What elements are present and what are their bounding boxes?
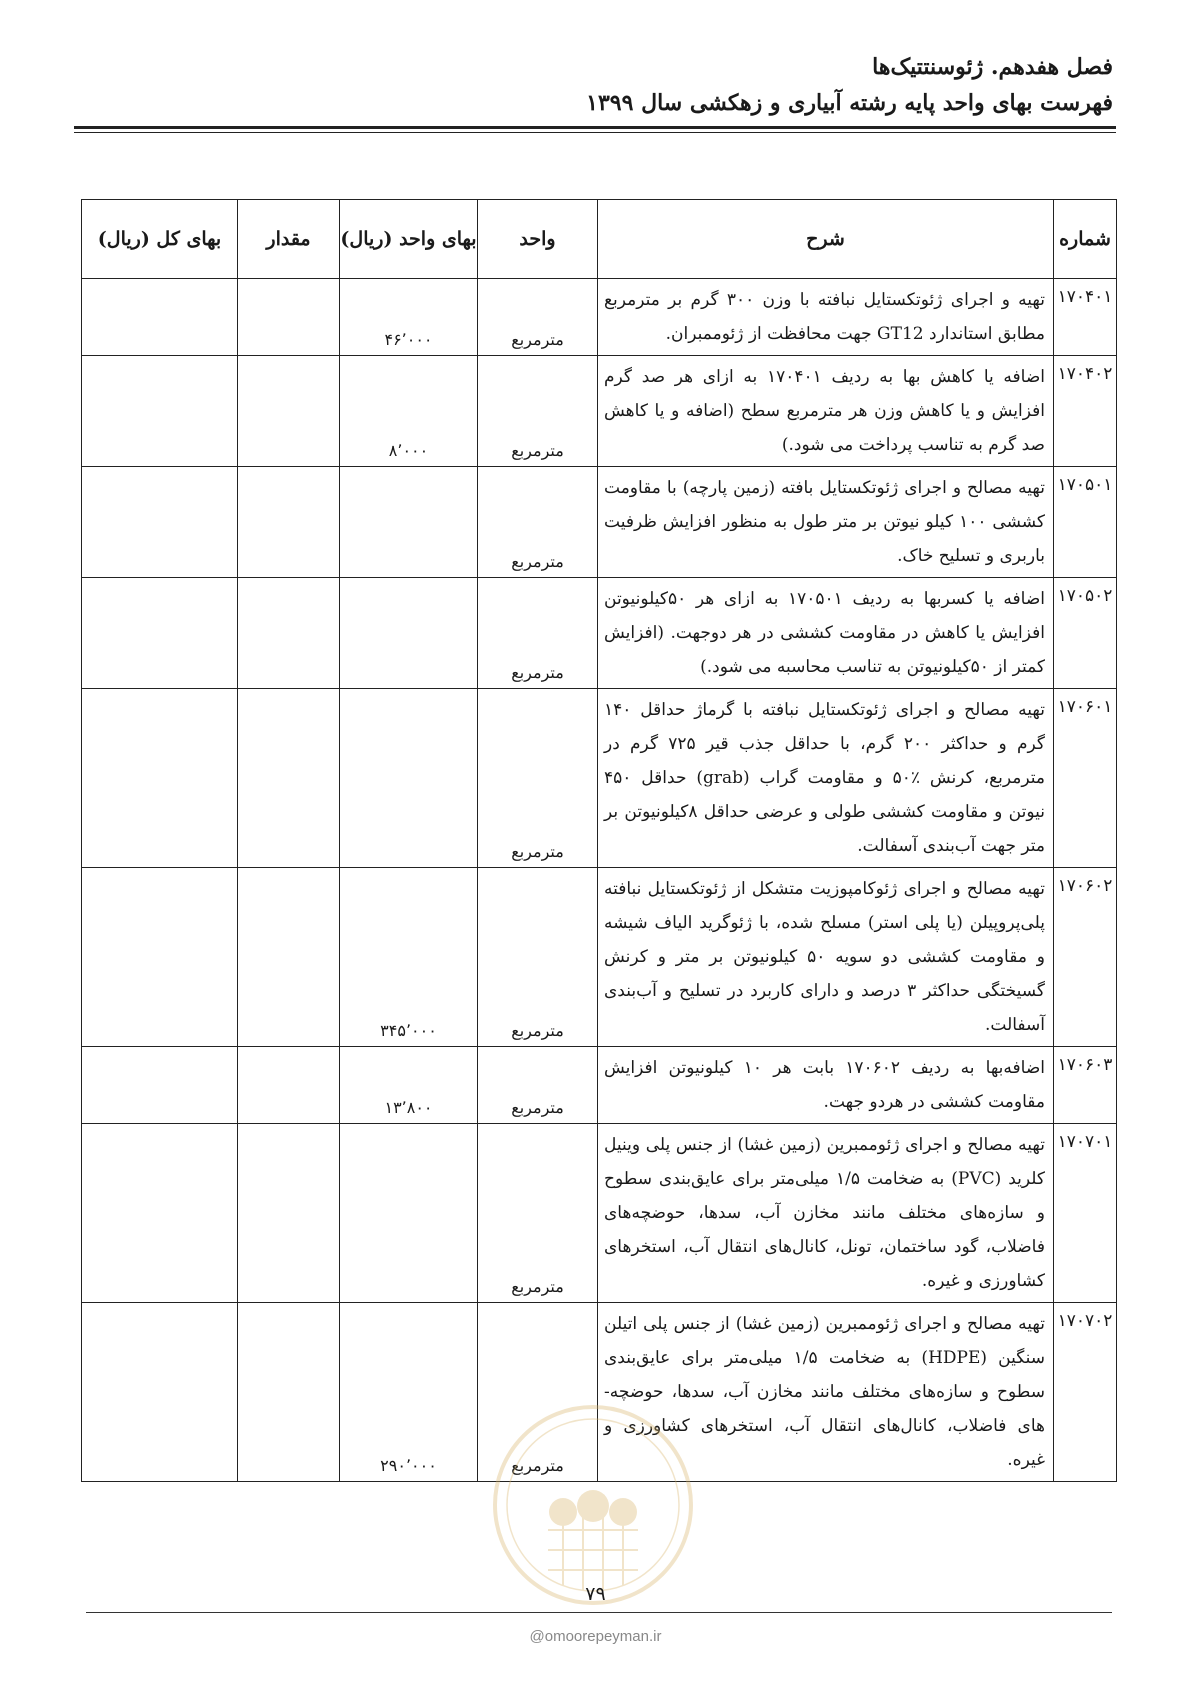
item-quantity — [238, 1124, 340, 1303]
header-rule-thin — [74, 132, 1116, 133]
item-quantity — [238, 279, 340, 356]
item-quantity — [238, 689, 340, 868]
item-unit-price: ۱۳٬۸۰۰ — [340, 1047, 478, 1124]
omoorepeyman-watermark-logo — [488, 1400, 698, 1610]
item-total — [82, 1124, 238, 1303]
item-unit-price — [340, 1124, 478, 1303]
item-unit: مترمربع — [478, 1303, 598, 1482]
item-total — [82, 1303, 238, 1482]
table-row — [82, 279, 1117, 356]
item-description: تهیه مصالح و اجرای ژئوممبرین (زمین غشا) از جنس پلی اتیلن سنگین (HDPE) به ضخامت ۱/۵ میلی‌متر برای عایق‌بندی سطوح و سازه‌های مختلف مانند مخازن آب، سدها، حوضچه-های فاضلاب، کانال‌های انتقال آب، استخرهای کشاورزی و غیره. — [598, 1303, 1054, 1482]
item-quantity — [238, 1303, 340, 1482]
column-header-total-price: بهای کل (ریال) — [82, 200, 238, 279]
item-quantity — [238, 1047, 340, 1124]
item-description: اضافه یا کاهش بها به ردیف ۱۷۰۴۰۱ به ازای هر صد گرم افزایش و یا کاهش وزن هر مترمربع سطح (اضافه و یا کاهش صد گرم به تناسب پرداخت می شود.) — [598, 356, 1054, 467]
item-number: ۱۷۰۶۰۳ — [1054, 1047, 1117, 1124]
item-unit-price: ۳۴۵٬۰۰۰ — [340, 868, 478, 1047]
website-watermark: @omoorepeyman.ir — [529, 1628, 662, 1645]
item-description: تهیه مصالح و اجرای ژئوکامپوزیت متشکل از ژئوتکستایل نبافته پلی‌پروپیلن (یا پلی استر) مسلح شده، با ژئوگرید الیاف شیشه و مقاومت کششی دو سویه ۵۰ کیلونیوتن بر متر و کرنش گسیختگی حداکثر ۳ درصد و دارای کاربرد در تسلیح و آب‌بندی آسفالت. — [598, 868, 1054, 1047]
item-unit: مترمربع — [478, 1047, 598, 1124]
item-unit-price: ۴۶٬۰۰۰ — [340, 279, 478, 356]
item-number: ۱۷۰۶۰۲ — [1054, 868, 1117, 1047]
item-description: تهیه و اجرای ژئوتکستایل نبافته با وزن ۳۰۰ گرم بر مترمربع مطابق استاندارد GT12 جهت محافظت از ژئوممبران. — [598, 279, 1054, 356]
item-unit-price — [340, 578, 478, 689]
footer-rule — [86, 1612, 1112, 1613]
page-number: ۷۹ — [585, 1583, 606, 1605]
table-row — [82, 1124, 1117, 1303]
item-unit-price — [340, 689, 478, 868]
item-total — [82, 279, 238, 356]
table-row — [82, 578, 1117, 689]
column-header-number: شماره — [1054, 200, 1117, 279]
item-description: تهیه مصالح و اجرای ژئوممبرین (زمین غشا) از جنس پلی وینیل کلرید (PVC) به ضخامت ۱/۵ میلی‌متر برای عایق‌بندی سطوح و سازه‌های مختلف مانند مخازن آب، سدها، حوضچه‌های فاضلاب، گود ساختمان، تونل، کانال‌های انتقال آب، استخرهای کشاورزی و غیره. — [598, 1124, 1054, 1303]
item-unit: مترمربع — [478, 689, 598, 868]
item-unit: مترمربع — [478, 356, 598, 467]
item-unit: مترمربع — [478, 1124, 598, 1303]
item-quantity — [238, 356, 340, 467]
item-unit: مترمربع — [478, 467, 598, 578]
column-header-quantity: مقدار — [238, 200, 340, 279]
item-number: ۱۷۰۵۰۲ — [1054, 578, 1117, 689]
price-list-table — [81, 199, 1117, 1482]
table-row — [82, 356, 1117, 467]
header-rule-thick — [74, 126, 1116, 129]
item-number: ۱۷۰۴۰۲ — [1054, 356, 1117, 467]
item-unit: مترمربع — [478, 578, 598, 689]
item-total — [82, 868, 238, 1047]
table-row — [82, 868, 1117, 1047]
item-number: ۱۷۰۴۰۱ — [1054, 279, 1117, 356]
chapter-title: فصل هفدهم. ژئوسنتتیک‌ها — [872, 54, 1113, 80]
item-unit: مترمربع — [478, 279, 598, 356]
item-description: اضافه‌بها به ردیف ۱۷۰۶۰۲ بابت هر ۱۰ کیلونیوتن افزایش مقاومت کششی در هردو جهت. — [598, 1047, 1054, 1124]
item-quantity — [238, 467, 340, 578]
column-header-description: شرح — [598, 200, 1054, 279]
item-description: تهیه مصالح و اجرای ژئوتکستایل نبافته با گرماژ حداقل ۱۴۰ گرم و حداکثر ۲۰۰ گرم، با حداقل جذب قیر ۷۲۵ گرم در مترمربع، کرنش ٪۵۰ و مقاومت گراب (grab) حداقل ۴۵۰ نیوتن و مقاومت کششی طولی و عرضی حداقل ۸کیلونیوتن بر متر جهت آب‌بندی آسفالت. — [598, 689, 1054, 868]
item-unit-price — [340, 467, 478, 578]
table-header-row — [82, 200, 1117, 279]
item-number: ۱۷۰۵۰۱ — [1054, 467, 1117, 578]
document-title: فهرست بهای واحد پایه رشته آبیاری و زهکشی سال ۱۳۹۹ — [586, 90, 1113, 116]
column-header-unit-price: بهای واحد (ریال) — [340, 200, 478, 279]
item-total — [82, 356, 238, 467]
item-total — [82, 689, 238, 868]
item-number: ۱۷۰۷۰۱ — [1054, 1124, 1117, 1303]
item-number: ۱۷۰۷۰۲ — [1054, 1303, 1117, 1482]
item-quantity — [238, 578, 340, 689]
item-total — [82, 467, 238, 578]
column-header-unit: واحد — [478, 200, 598, 279]
table-row — [82, 1047, 1117, 1124]
item-quantity — [238, 868, 340, 1047]
item-description: اضافه یا کسربها به ردیف ۱۷۰۵۰۱ به ازای هر ۵۰کیلونیوتن افزایش یا کاهش در مقاومت کششی در هر دوجهت. (افزایش کمتر از ۵۰کیلونیوتن به تناسب محاسبه می شود.) — [598, 578, 1054, 689]
item-total — [82, 1047, 238, 1124]
page-header — [586, 50, 1113, 120]
item-unit-price: ۸٬۰۰۰ — [340, 356, 478, 467]
item-number: ۱۷۰۶۰۱ — [1054, 689, 1117, 868]
table-row — [82, 467, 1117, 578]
item-unit-price: ۲۹۰٬۰۰۰ — [340, 1303, 478, 1482]
table-row — [82, 689, 1117, 868]
item-description: تهیه مصالح و اجرای ژئوتکستایل بافته (زمین پارچه) با مقاومت کششی ۱۰۰ کیلو نیوتن بر متر طول به منظور افزایش ظرفیت باربری و تسلیح خاک. — [598, 467, 1054, 578]
item-unit: مترمربع — [478, 868, 598, 1047]
item-total — [82, 578, 238, 689]
